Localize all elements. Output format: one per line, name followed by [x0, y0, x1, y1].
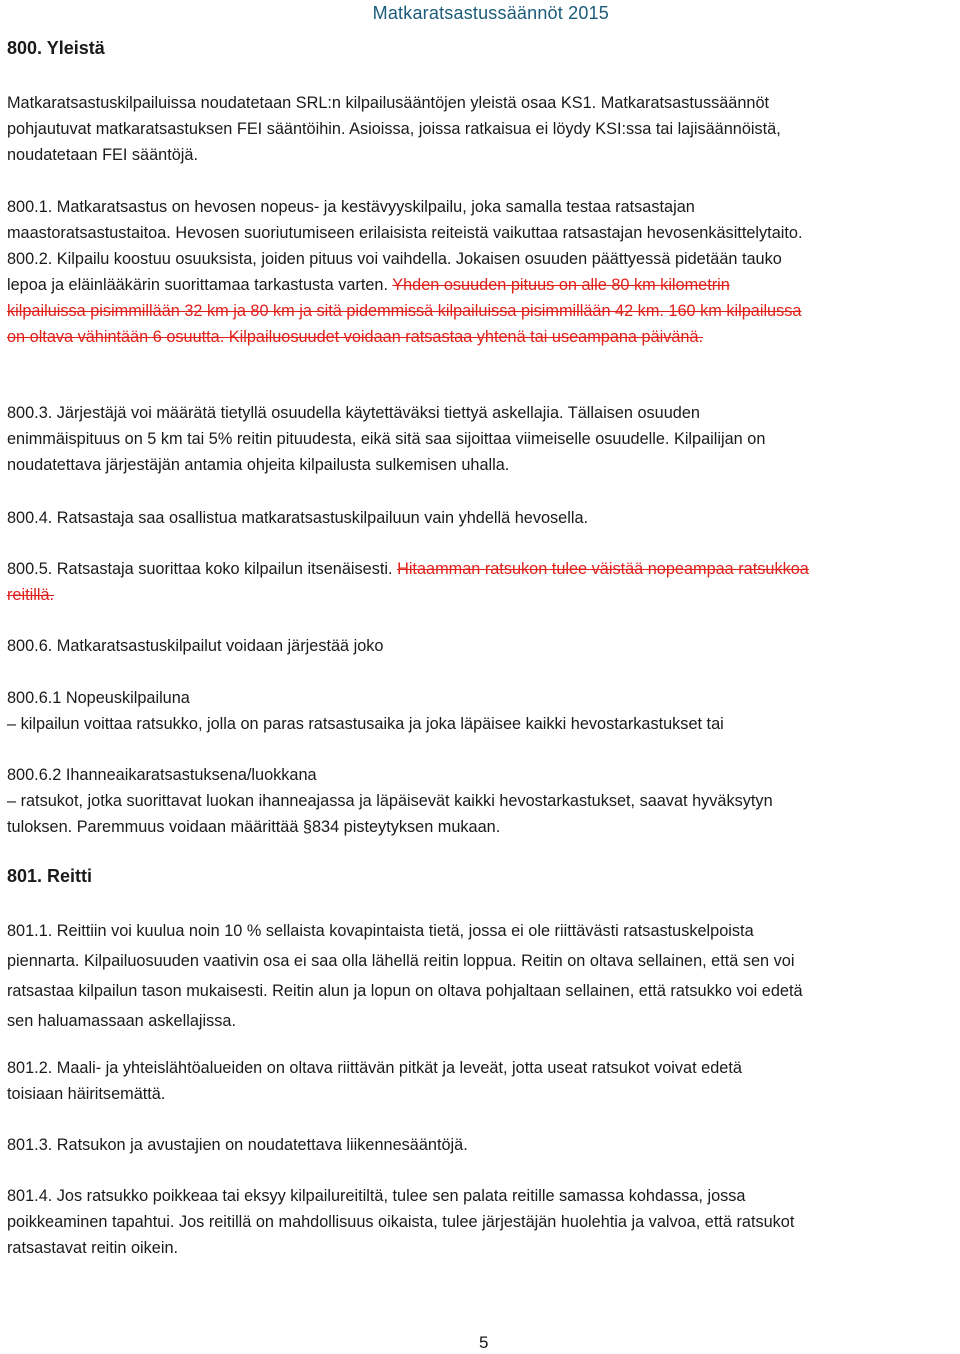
- subsection-title: 800.6.2 Ihanneaikaratsastuksena/luokkana: [7, 766, 317, 784]
- paragraph-801-4: [7, 1183, 957, 1261]
- paragraph-800-6-2: [7, 762, 957, 840]
- running-header: Matkaratsastussäännöt 2015: [372, 3, 609, 23]
- paragraph-801-2: [7, 1055, 957, 1107]
- text-line: [7, 272, 957, 298]
- text-line: 800.2. Kilpailu koostuu osuuksista, joiden pituus voi vaihdella. Jokaisen osuuden päättyessä pidetään tauko: [7, 250, 782, 268]
- subsection-title: 800.6.1 Nopeuskilpailuna: [7, 689, 190, 707]
- deleted-text: kilpailuissa pisimmillään 32 km ja 80 km ja sitä pidemmissä kilpailuissa pisimmillään 42 km. 160 km kilpailussa: [7, 302, 802, 320]
- text-normal: lepoa ja eläinlääkärin suorittamaa tarkastusta varten.: [7, 276, 393, 294]
- text-line: noudatettava järjestäjän antamia ohjeita kilpailusta sulkemisen uhalla.: [7, 456, 510, 474]
- paragraph-800-1: [7, 194, 957, 246]
- paragraph-801-1: [7, 916, 957, 1036]
- text-line: – ratsukot, jotka suorittavat luokan ihanneajassa ja läpäisevät kaikki hevostarkastukset, saavat hyväksytyn: [7, 792, 773, 810]
- section-heading-801: 801. Reitti: [7, 866, 93, 886]
- text-line: noudatetaan FEI sääntöjä.: [7, 146, 198, 164]
- text-line: ratsastavat reitin oikein.: [7, 1239, 179, 1257]
- paragraph-800-4: [7, 505, 957, 531]
- paragraph-800-2: [7, 246, 957, 350]
- text-line: 801.3. Ratsukon ja avustajien on noudatettava liikennesääntöjä.: [7, 1136, 468, 1154]
- text-line: 801.1. Reittiin voi kuulua noin 10 % sellaista kovapintaista tietä, jossa ei ole riittävästi ratsastuskelpoista: [7, 922, 754, 940]
- text-line: [7, 556, 957, 582]
- text-line: 800.1. Matkaratsastus on hevosen nopeus- ja kestävyyskilpailu, joka samalla testaa ratsastajan: [7, 198, 695, 216]
- text-line: enimmäispituus on 5 km tai 5% reitin pituudesta, eikä sitä saa sijoittaa viimeiselle osuudelle. Kilpailijan on: [7, 430, 766, 448]
- text-line: 801.4. Jos ratsukko poikkeaa tai eksyy kilpailureitiltä, tulee sen palata reitille samassa kohdassa, jossa: [7, 1187, 746, 1205]
- section-heading-800: 800. Yleistä: [7, 38, 105, 58]
- text-line: piennarta. Kilpailuosuuden vaativin osa ei saa olla lähellä reitin loppua. Reitin on oltava sellainen, että sen voi: [7, 952, 795, 970]
- paragraph-intro: [7, 90, 957, 168]
- text-line: 800.3. Järjestäjä voi määrätä tietyllä osuudella käytettäväksi tiettyä askellajia. Tällaisen osuuden: [7, 404, 700, 422]
- text-line: Matkaratsastuskilpailuissa noudatetaan SRL:n kilpailusääntöjen yleistä osaa KS1. Matkaratsastussäännöt: [7, 94, 770, 112]
- text-line: 800.4. Ratsastaja saa osallistua matkaratsastuskilpailuun vain yhdellä hevosella.: [7, 509, 589, 527]
- paragraph-801-3: [7, 1132, 957, 1158]
- text-line: tuloksen. Paremmuus voidaan määrittää §834 pisteytyksen mukaan.: [7, 818, 501, 836]
- text-line: 800.6. Matkaratsastuskilpailut voidaan järjestää joko: [7, 637, 384, 655]
- deleted-text: Hitaamman ratsukon tulee väistää nopeampaa ratsukkoa: [397, 560, 809, 578]
- text-line: maastoratsastustaitoa. Hevosen suoriutumiseen erilaisista reiteistä vaikuttaa ratsastajan hevosenkäsittelytaito.: [7, 224, 803, 242]
- page-number: 5: [479, 1333, 489, 1352]
- paragraph-800-6-1: [7, 685, 957, 737]
- text-line: toisiaan häiritsemättä.: [7, 1085, 166, 1103]
- text-line: ratsastaa kilpailun tason mukaisesti. Reitin alun ja lopun on oltava pohjaltaan sellainen, että ratsukko voi edetä: [7, 982, 803, 1000]
- text-line: poikkeaminen tapahtui. Jos reitillä on mahdollisuus oikaista, tulee järjestäjän huolehtia ja valvoa, että ratsukot: [7, 1213, 795, 1231]
- paragraph-800-3: [7, 400, 957, 478]
- deleted-text: reitillä.: [7, 586, 55, 604]
- text-line: sen haluamassaan askellajissa.: [7, 1012, 236, 1030]
- deleted-text: on oltava vähintään 6 osuutta. Kilpailuosuudet voidaan ratsastaa yhtenä tai useampana päivänä.: [7, 328, 704, 346]
- text-line: – kilpailun voittaa ratsukko, jolla on paras ratsastusaika ja joka läpäisee kaikki hevostarkastukset tai: [7, 715, 724, 733]
- text-normal: 800.5. Ratsastaja suorittaa koko kilpailun itsenäisesti.: [7, 560, 398, 578]
- deleted-text: Yhden osuuden pituus on alle 80 km kilometrin: [392, 276, 730, 294]
- paragraph-800-5: [7, 556, 957, 608]
- text-line: pohjautuvat matkaratsastuksen FEI sääntöihin. Asioissa, joissa ratkaisua ei löydy KSI:ssa tai lajisäännöistä,: [7, 120, 781, 138]
- paragraph-800-6: [7, 633, 957, 659]
- text-line: 801.2. Maali- ja yhteislähtöalueiden on oltava riittävän pitkät ja leveät, jotta useat ratsukot voivat edetä: [7, 1059, 742, 1077]
